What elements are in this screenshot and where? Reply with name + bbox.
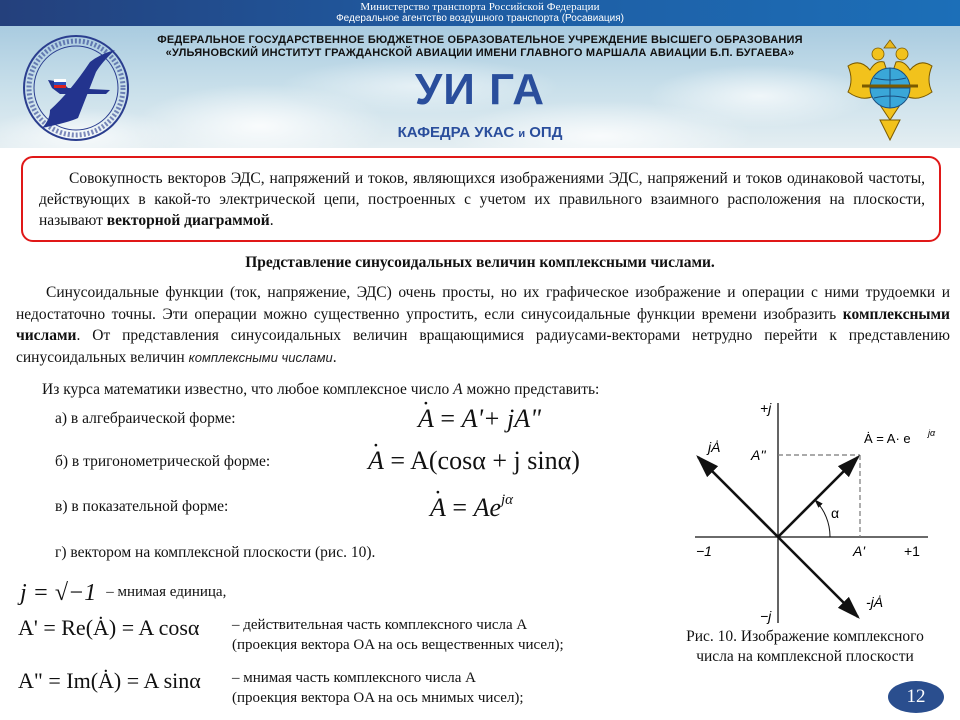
- department-name: КАФЕДРА УКАС и ОПД: [397, 124, 563, 141]
- real-part-projection: (проекция вектора OA на ось вещественных чисел);: [232, 637, 564, 653]
- complex-plane-diagram: [660, 385, 960, 625]
- svg-text:Ȧ = A· e: Ȧ = A· e: [864, 431, 911, 446]
- svg-text:α: α: [831, 505, 840, 521]
- imaginary-part-formula: A" = Im(Ȧ) = A sinα: [18, 668, 201, 693]
- real-part-desc: – действительная часть комплексного числа A: [232, 617, 528, 633]
- svg-text:jȦ: jȦ: [708, 439, 721, 455]
- forms-intro: Из курса математики известно, что любое комплексное число A можно представить:: [42, 381, 600, 398]
- real-part-formula: A' = Re(Ȧ) = A cosα: [18, 615, 200, 640]
- institute-emblem-icon: [20, 32, 132, 144]
- exponential-formula: · $A = Ae^{j\alpha}$: [430, 492, 513, 523]
- definition-term: векторной диаграммой: [106, 212, 270, 229]
- ministry-banner: [0, 0, 960, 26]
- agency-name: Федеральное агентство воздушного транспорта (Росавиация): [336, 13, 624, 24]
- svg-text:−1: −1: [696, 543, 712, 559]
- svg-text:jα: jα: [928, 428, 936, 438]
- section-title: Представление синусоидальных величин комплексными числами.: [245, 254, 715, 271]
- imaginary-unit-formula: j = √−1: [20, 580, 97, 606]
- trigonometric-formula: · A = A(cosα + j sinα): [368, 446, 580, 476]
- vector-A: [778, 457, 858, 537]
- institution-line-2: «УЛЬЯНОВСКИЙ ИНСТИТУТ ГРАЖДАНСКОЙ АВИАЦИИ ИМЕНИ ГЛАВНОГО МАРШАЛА АВИАЦИИ Б.П. БУГАЕВА»: [165, 47, 795, 59]
- vector-jA: [698, 457, 778, 537]
- svg-text:+j: +j: [760, 400, 772, 416]
- imaginary-unit-desc: – мнимая единица,: [106, 584, 227, 600]
- figure-caption: Рис. 10. Изображение комплексного числа на комплексной плоскости: [686, 628, 924, 665]
- definition-text: Совокупность векторов ЭДС, напряжений и токов, являющихся изображениями ЭДС, напряжений и токов одинаковой частоты, действующих в какой-то электрической цепи, построенных с учетом их правильного взаимного расположения на плоскости, называют: [39, 170, 925, 229]
- trigonometric-form-label: б) в тригонометрической форме:: [55, 453, 271, 470]
- definition-box: Совокупность векторов ЭДС, напряжений и токов, являющихся изображениями ЭДС, напряжений и токов одинаковой частоты, действующих в какой-то электрической цепи, построенных с учетом их правильного взаимного расположения на плоскости, называют векторной диаграммой.: [21, 156, 941, 242]
- algebraic-formula: · A = A'+ jA": [418, 404, 541, 434]
- svg-text:-jȦ: -jȦ: [866, 594, 884, 610]
- slide-header: [0, 26, 960, 148]
- svg-text:+1: +1: [904, 543, 920, 559]
- vector-form-label: г) вектором на комплексной плоскости (рис. 10).: [55, 544, 376, 561]
- svg-text:A'': A'': [751, 447, 766, 463]
- svg-text:−j: −j: [760, 608, 772, 624]
- ministry-name: Министерство транспорта Российской Федерации: [360, 1, 600, 13]
- svg-text:A': A': [853, 543, 866, 559]
- intro-paragraph: Синусоидальные функции (ток, напряжение, ЭДС) очень просты, но их графическое изображение и операции с ними трудоемки и недостаточно точны. Эти операции можно существенно упростить, если синусоидальные функции времени изобразить комплексными числами. От представления синусоидальных величин вращающимися радиусами-векторами нетрудно перейти к представлению синусоидальных величин комплексными числами.: [16, 284, 950, 366]
- exponential-form-label: в) в показательной форме:: [55, 498, 229, 515]
- imaginary-part-row: [18, 668, 524, 706]
- institute-abbreviation: УИ ГА: [414, 65, 546, 114]
- institution-line-1: ФЕДЕРАЛЬНОЕ ГОСУДАРСТВЕННОЕ БЮДЖЕТНОЕ ОБРАЗОВАТЕЛЬНОЕ УЧРЕЖДЕНИЕ ВЫСШЕГО ОБРАЗОВАНИЯ: [157, 34, 803, 46]
- imaginary-part-projection: (проекция вектора OA на ось мнимых чисел);: [232, 690, 524, 706]
- real-part-row: [18, 615, 564, 653]
- page-number-badge: 12: [888, 681, 944, 713]
- vector-minus-jA: [778, 537, 858, 617]
- rosaviatsia-eagle-emblem-icon: [840, 30, 940, 146]
- algebraic-form-label: а) в алгебраической форме:: [55, 410, 236, 427]
- imaginary-unit-row: [20, 580, 226, 607]
- imaginary-part-desc: – мнимая часть комплексного числа A: [232, 670, 476, 686]
